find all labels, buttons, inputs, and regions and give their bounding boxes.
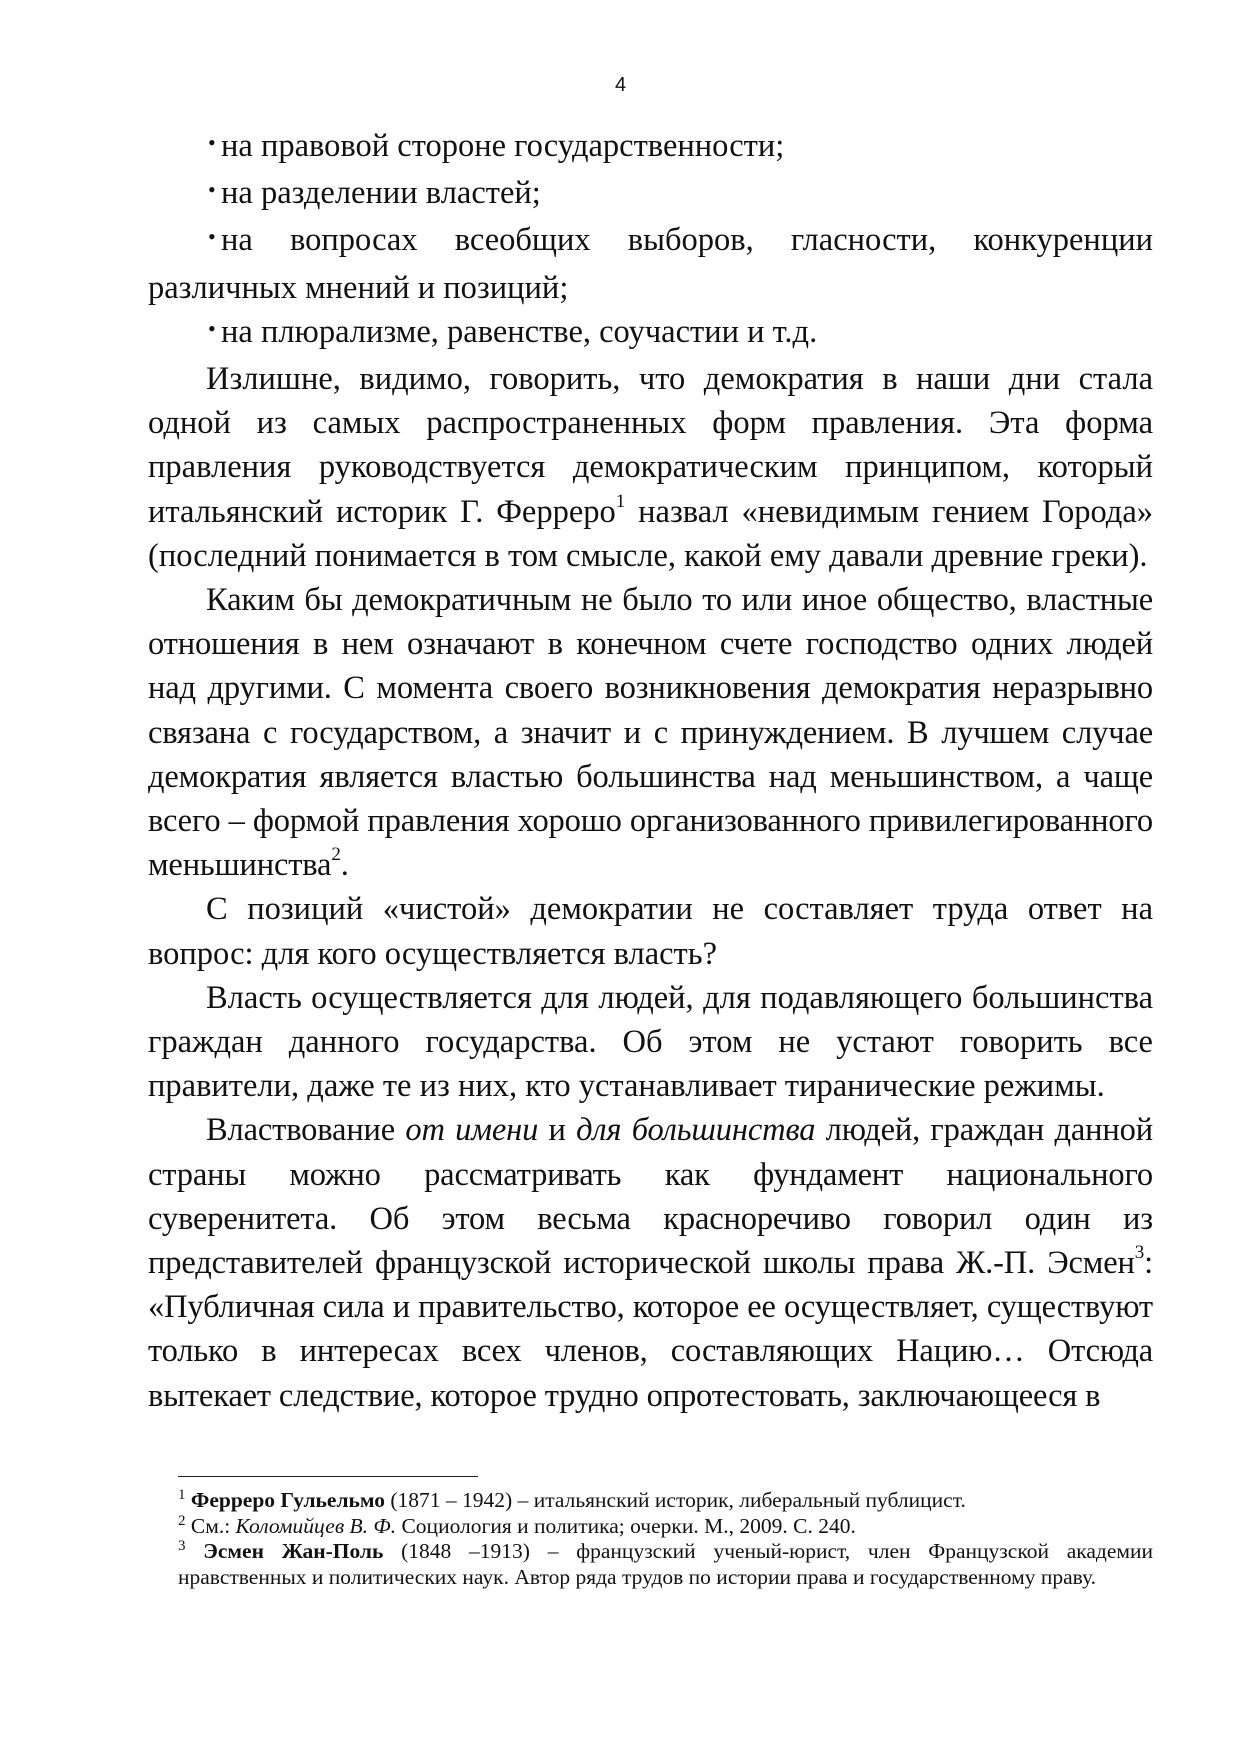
footnote-prefix: См.: [185,1513,236,1538]
paragraph-1 [148,357,1153,578]
paragraph-3: С позиций «чистой» демократии не составляет труда ответ на вопрос: для кого осуществляется власть? [148,891,1153,972]
paragraph-5-text-and: и [538,1112,577,1149]
footnote-number: 3 [178,1538,186,1555]
footnote-ref-3: 3 [1134,1242,1145,1264]
paragraph-5 [148,1108,1153,1417]
footnote-ref-1: 1 [615,490,626,512]
paragraph-4: Власть осуществляется для людей, для подавляющего большинства граждан данного государства. Об этом не устают говорить все правители, даже те из них, кто устанавливает тиранические режимы. [148,979,1153,1105]
footnote-number: 2 [178,1512,186,1529]
footnote-text: (1848 –1913) – французский ученый-юрист, член Французской академии нравственных и политических наук. Автор ряда трудов по истории права и государственному праву. [178,1539,1154,1589]
footnote-text: (1871 – 1942) – итальянский историк, либеральный публицист. [385,1488,966,1512]
paragraph-2-text-cont: . [340,847,349,884]
footnote-author: Ферреро Гульельмо [190,1488,386,1512]
footnote-number: 1 [178,1487,186,1503]
footnote-separator [178,1476,478,1477]
footnote-2 [178,1514,1153,1540]
bullet-item [148,218,1153,309]
emphasis-on-behalf: от имени [405,1112,539,1149]
paragraph-2 [148,578,1153,887]
bullet-text: на плюрализме, равенстве, соучастии и т.д. [221,313,818,350]
bullet-text: на правовой стороне государственности; [221,128,785,164]
paragraph-1-text-cont: назвал «невидимым гением Города» (последний понимается в том смысле, какой ему давали древние греки). [148,493,1153,574]
paragraph-5-text-end: : «Публичная сила и правительство, которое ее осуществляет, существуют только в интересах всех членов, составляющих Нацию… Отсюда вытекает следствие, которое трудно опротестовать, заключающееся в [148,1245,1153,1414]
bullet-marker: • [208,130,216,155]
paragraph-5-text: Властвование [206,1112,406,1149]
bullet-text: на разделении властей; [221,175,541,212]
bullet-item [148,310,1153,357]
bullet-text: на вопросах всеобщих выборов, гласности, конкуренции различных мнений и позиций; [148,222,1153,306]
footnote-text: Социология и политика; очерки. М., 2009. С. 240. [396,1513,856,1538]
footnotes [178,1488,1153,1590]
page-number: 4 [614,74,627,96]
footnote-author: Коломийцев В. Ф. [235,1513,397,1538]
footnote-1 [178,1488,1153,1514]
bullet-item [148,171,1153,218]
footnote-3 [178,1539,1153,1590]
emphasis-for-majority: для большинства [576,1112,816,1149]
bullet-marker: • [208,315,216,341]
paragraph-5-text-cont: людей, граждан данной страны можно рассматривать как фундамент национального суверенитета. Об этом весьма красноречиво говорил один из представителей французской исторической школы права Ж.-П. Эсмен [148,1112,1153,1282]
bullet-marker: • [208,224,216,250]
bullet-marker: • [208,177,216,203]
main-text [148,124,1153,1418]
paragraph-2-text: Каким бы демократичным не было то или иное общество, властные отношения в нем означают в конечном счете господство одних людей над другими. С момента своего возникновения демократия неразрывно связана с государством, а значит и с принуждением. В лучшем случае демократия является властью большинства над меньшинством, а чаще всего – формой правления хорошо организованного привилегированного меньшинства [148,582,1153,884]
paragraph-1-text: Излишне, видимо, говорить, что демократия в наши дни стала одной из самых распространенных форм правления. Эта форма правления руководствуется демократическим принципом, который итальянский историк Г. Ферреро [148,361,1153,530]
bullet-item [148,124,1153,171]
footnote-author: Эсмен Жан-Поль [203,1539,384,1564]
footnote-ref-2: 2 [331,844,341,866]
